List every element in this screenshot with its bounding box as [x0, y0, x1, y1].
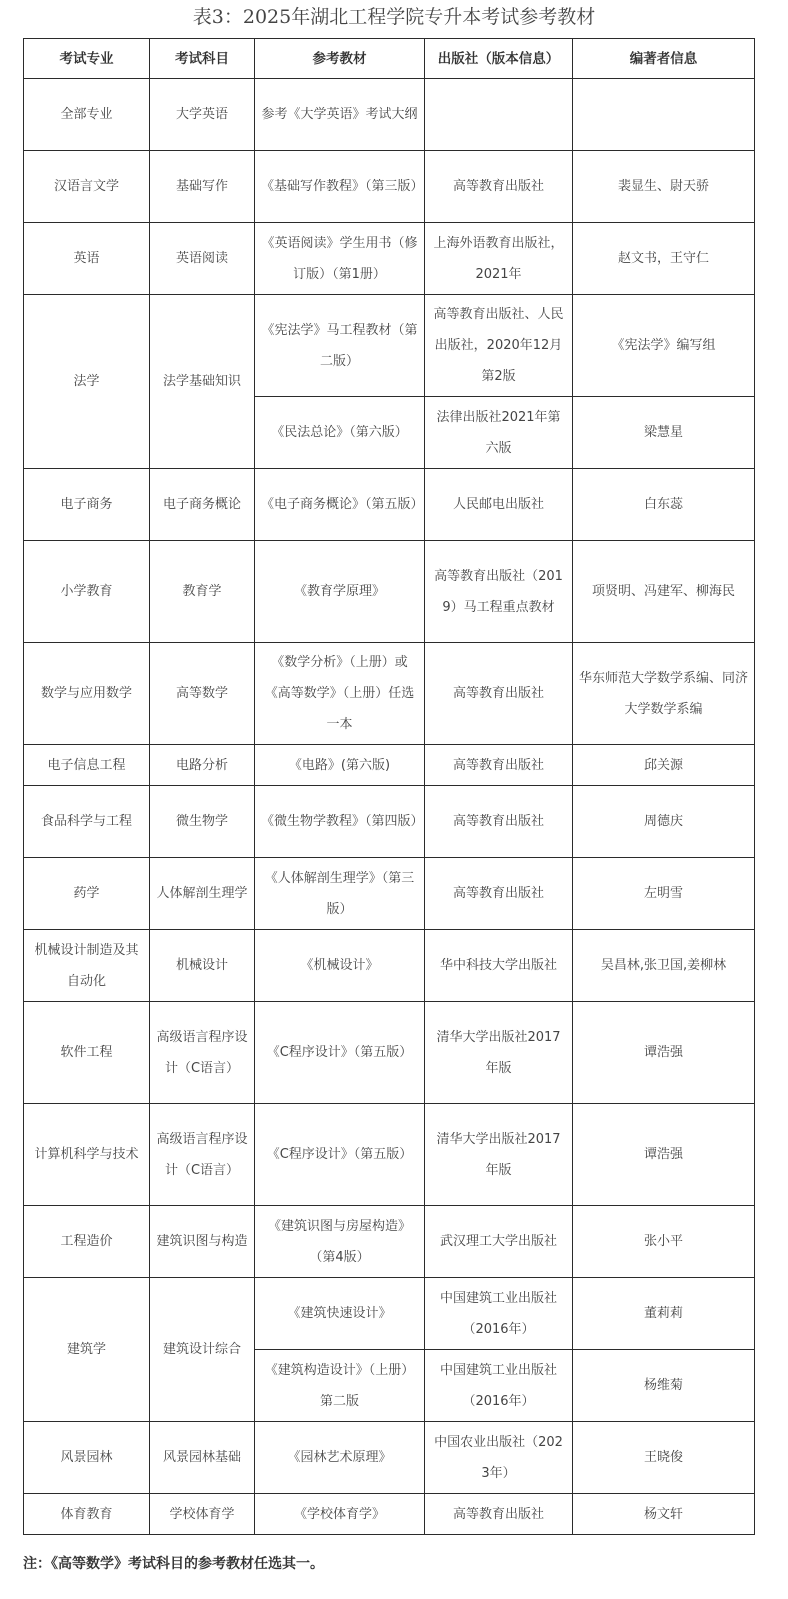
cell-author: 《宪法学》编写组 [573, 295, 755, 397]
cell-author: 董莉莉 [573, 1278, 755, 1350]
cell-major: 体育教育 [24, 1494, 150, 1535]
cell-major: 英语 [24, 223, 150, 295]
cell-book: 《建筑快速设计》 [255, 1278, 425, 1350]
cell-book: 《民法总论》（第六版） [255, 397, 425, 469]
cell-publisher: 高等教育出版社 [425, 643, 573, 745]
cell-subject: 建筑识图与构造 [150, 1206, 255, 1278]
cell-author: 白东蕊 [573, 469, 755, 541]
cell-publisher: 人民邮电出版社 [425, 469, 573, 541]
cell-author: 杨维菊 [573, 1350, 755, 1422]
cell-subject: 电子商务概论 [150, 469, 255, 541]
cell-major: 机械设计制造及其自动化 [24, 930, 150, 1002]
footnote: 注：《高等数学》考试科目的参考教材任选其一。 [23, 1556, 324, 1572]
cell-publisher: 高等教育出版社 [425, 1494, 573, 1535]
cell-author: 邱关源 [573, 745, 755, 786]
cell-subject: 微生物学 [150, 786, 255, 858]
cell-author: 左明雪 [573, 858, 755, 930]
cell-major: 食品科学与工程 [24, 786, 150, 858]
cell-subject: 电路分析 [150, 745, 255, 786]
cell-book: 参考《大学英语》考试大纲 [255, 79, 425, 151]
cell-publisher: 中国建筑工业出版社（2016年） [425, 1350, 573, 1422]
cell-author: 谭浩强 [573, 1002, 755, 1104]
cell-subject: 学校体育学 [150, 1494, 255, 1535]
header-subject: 考试科目 [150, 39, 255, 79]
cell-publisher: 上海外语教育出版社，2021年 [425, 223, 573, 295]
cell-book: 《机械设计》 [255, 930, 425, 1002]
cell-book: 《数学分析》（上册）或《高等数学》（上册）任选一本 [255, 643, 425, 745]
cell-publisher: 中国建筑工业出版社（2016年） [425, 1278, 573, 1350]
cell-major: 建筑学 [24, 1278, 150, 1422]
cell-publisher: 华中科技大学出版社 [425, 930, 573, 1002]
table-row [24, 858, 755, 930]
table-row [24, 643, 755, 745]
table-row [24, 930, 755, 1002]
cell-book: 《学校体育学》 [255, 1494, 425, 1535]
cell-subject: 法学基础知识 [150, 295, 255, 469]
cell-author: 吴昌林,张卫国,姜柳林 [573, 930, 755, 1002]
cell-major: 全部专业 [24, 79, 150, 151]
cell-author: 华东师范大学数学系编、同济大学数学系编 [573, 643, 755, 745]
header-row [24, 39, 755, 79]
cell-publisher: 清华大学出版社2017年版 [425, 1002, 573, 1104]
cell-subject: 高等数学 [150, 643, 255, 745]
cell-publisher: 清华大学出版社2017年版 [425, 1104, 573, 1206]
cell-subject: 高级语言程序设计（C语言） [150, 1104, 255, 1206]
cell-major: 软件工程 [24, 1002, 150, 1104]
table-row [24, 295, 755, 397]
cell-publisher: 高等教育出版社（2019）马工程重点教材 [425, 541, 573, 643]
cell-publisher: 武汉理工大学出版社 [425, 1206, 573, 1278]
textbook-table [23, 38, 755, 1535]
cell-subject: 教育学 [150, 541, 255, 643]
cell-major: 法学 [24, 295, 150, 469]
cell-major: 工程造价 [24, 1206, 150, 1278]
cell-book: 《C程序设计》（第五版） [255, 1104, 425, 1206]
cell-major: 数学与应用数学 [24, 643, 150, 745]
cell-book: 《基础写作教程》（第三版） [255, 151, 425, 223]
table-row [24, 1278, 755, 1350]
table-row [24, 1206, 755, 1278]
table-row [24, 151, 755, 223]
cell-subject: 机械设计 [150, 930, 255, 1002]
cell-book: 《教育学原理》 [255, 541, 425, 643]
cell-author: 赵文书，王守仁 [573, 223, 755, 295]
cell-author: 周德庆 [573, 786, 755, 858]
cell-major: 小学教育 [24, 541, 150, 643]
cell-subject: 高级语言程序设计（C语言） [150, 1002, 255, 1104]
cell-author: 杨文轩 [573, 1494, 755, 1535]
table-row [24, 1104, 755, 1206]
cell-major: 汉语言文学 [24, 151, 150, 223]
table-row [24, 79, 755, 151]
cell-author: 裴显生、尉天骄 [573, 151, 755, 223]
header-author: 编著者信息 [573, 39, 755, 79]
cell-publisher: 高等教育出版社 [425, 151, 573, 223]
cell-subject: 人体解剖生理学 [150, 858, 255, 930]
cell-author: 王晓俊 [573, 1422, 755, 1494]
cell-author [573, 79, 755, 151]
table-row [24, 786, 755, 858]
table-row [24, 1494, 755, 1535]
table-row [24, 223, 755, 295]
cell-author: 谭浩强 [573, 1104, 755, 1206]
cell-book: 《人体解剖生理学》（第三版） [255, 858, 425, 930]
table-title: 表3：2025年湖北工程学院专升本考试参考教材 [192, 6, 596, 28]
header-book: 参考教材 [255, 39, 425, 79]
cell-book: 《建筑识图与房屋构造》（第4版） [255, 1206, 425, 1278]
cell-book: 《建筑构造设计》（上册）第二版 [255, 1350, 425, 1422]
table-row [24, 541, 755, 643]
cell-author: 梁慧星 [573, 397, 755, 469]
cell-publisher [425, 79, 573, 151]
cell-subject: 建筑设计综合 [150, 1278, 255, 1422]
cell-subject: 风景园林基础 [150, 1422, 255, 1494]
cell-publisher: 中国农业出版社（2023年） [425, 1422, 573, 1494]
cell-publisher: 高等教育出版社 [425, 858, 573, 930]
cell-subject: 大学英语 [150, 79, 255, 151]
cell-publisher: 高等教育出版社、人民出版社，2020年12月第2版 [425, 295, 573, 397]
cell-major: 电子信息工程 [24, 745, 150, 786]
header-major: 考试专业 [24, 39, 150, 79]
cell-author: 张小平 [573, 1206, 755, 1278]
table-row [24, 745, 755, 786]
header-publisher: 出版社（版本信息） [425, 39, 573, 79]
cell-book: 《园林艺术原理》 [255, 1422, 425, 1494]
table-row [24, 1422, 755, 1494]
cell-book: 《英语阅读》学生用书（修订版）（第1册） [255, 223, 425, 295]
cell-major: 电子商务 [24, 469, 150, 541]
cell-subject: 英语阅读 [150, 223, 255, 295]
cell-major: 计算机科学与技术 [24, 1104, 150, 1206]
table-row [24, 1002, 755, 1104]
cell-book: 《电子商务概论》（第五版） [255, 469, 425, 541]
cell-subject: 基础写作 [150, 151, 255, 223]
cell-book: 《宪法学》马工程教材（第二版） [255, 295, 425, 397]
cell-book: 《微生物学教程》（第四版） [255, 786, 425, 858]
cell-publisher: 高等教育出版社 [425, 745, 573, 786]
cell-book: 《C程序设计》（第五版） [255, 1002, 425, 1104]
cell-publisher: 法律出版社2021年第六版 [425, 397, 573, 469]
cell-major: 风景园林 [24, 1422, 150, 1494]
cell-author: 项贤明、冯建军、柳海民 [573, 541, 755, 643]
table-row [24, 469, 755, 541]
cell-major: 药学 [24, 858, 150, 930]
cell-book: 《电路》(第六版) [255, 745, 425, 786]
cell-publisher: 高等教育出版社 [425, 786, 573, 858]
